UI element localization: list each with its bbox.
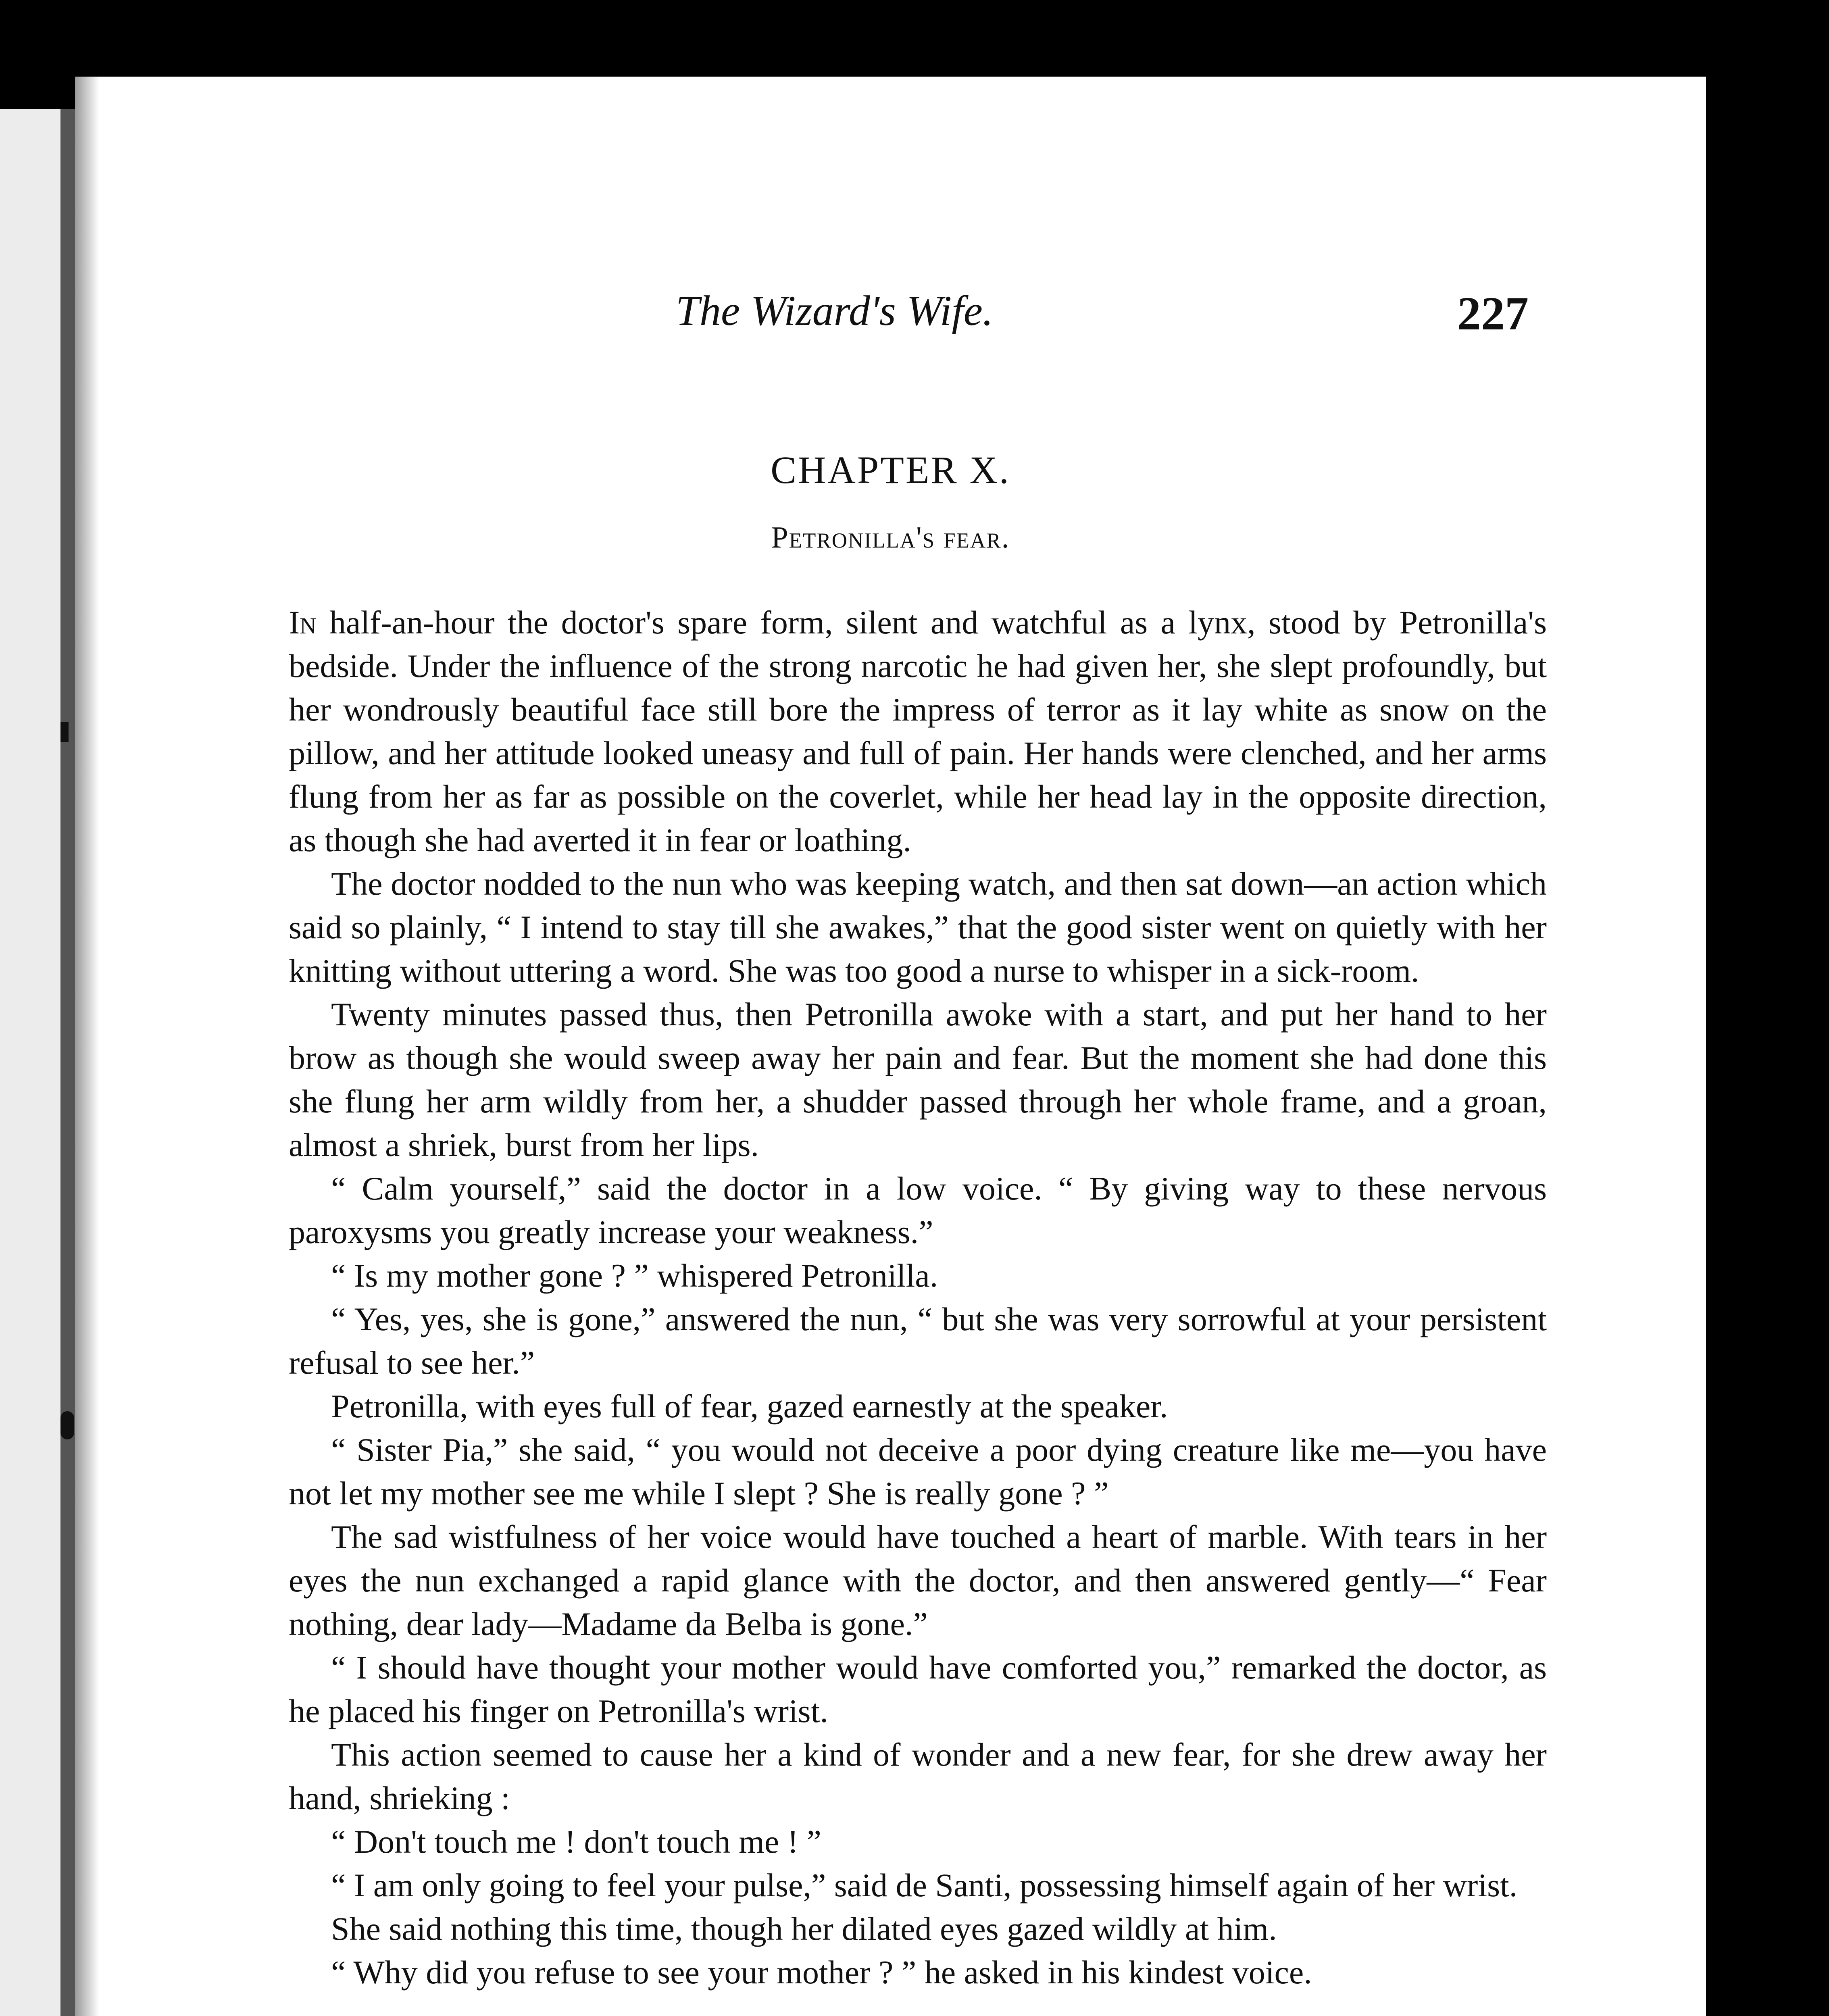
- book-page: [75, 77, 1706, 2016]
- paragraph: “ Sister Pia,” she said, “ you would not deceive a poor dying creature like me—you have not let my mother see me while I slept ? She is really gone ? ”: [289, 1431, 1547, 1512]
- paragraph: She said nothing this time, though her dilated eyes gazed wildly at him.: [331, 1910, 1277, 1947]
- section-title: Petronilla's fear.: [771, 521, 1010, 554]
- paragraph: Petronilla, with eyes full of fear, gazed earnestly at the speaker.: [331, 1388, 1168, 1425]
- paragraph: [289, 601, 1547, 862]
- chapter-title: CHAPTER X.: [771, 448, 1010, 492]
- opening-word: In: [289, 604, 317, 641]
- left-page-edge: [0, 109, 71, 2016]
- paragraph: “ Don't touch me ! don't touch me ! ”: [331, 1823, 821, 1860]
- paragraph: Twenty minutes passed thus, then Petronilla awoke with a start, and put her hand to her brow as though she would sweep away her pain and fear. But the moment she had done this she flung her arm wildly from her, a shudder passed through her whole frame, and a groan, almost a shriek, burst from her lips.: [289, 996, 1547, 1163]
- paragraph: The sad wistfulness of her voice would have touched a heart of marble. With tears in her eyes the nun exchanged a rapid glance with the doctor, and then answered gently—“ Fear nothing, dear lady—Madame da Belba is gone.”: [289, 1518, 1547, 1642]
- binding-mark: [60, 1411, 74, 1439]
- gutter-shadow: [75, 77, 99, 2016]
- paragraph: The doctor nodded to the nun who was keeping watch, and then sat down—an action which said so plainly, “ I intend to stay till she awakes,” that the good sister went on quietly with her knitting without uttering a word. She was too good a nurse to whisper in a sick-room.: [289, 865, 1547, 989]
- body-text: [289, 601, 1547, 1994]
- paragraph: “ Why did you refuse to see your mother ? ” he asked in his kindest voice.: [331, 1954, 1312, 1991]
- binding-mark: [60, 722, 69, 742]
- paragraph: “ Calm yourself,” said the doctor in a low voice. “ By giving way to these nervous paroxysms you greatly increase your weakness.”: [289, 1170, 1547, 1250]
- running-header: [75, 286, 1706, 351]
- page-number: 227: [1457, 287, 1529, 340]
- binding-shadow: [60, 109, 75, 2016]
- paragraph: “ I should have thought your mother would have comforted you,” remarked the doctor, as he placed his finger on Petronilla's wrist.: [289, 1649, 1547, 1729]
- paragraph-text: half-an-hour the doctor's spare form, silent and watchful as a lynx, stood by Petronilla's bedside. Under the influence of the strong narcotic he had given her, she slept profoundly, but her wondrously beautiful face still bore the impress of terror as it lay white as snow on the pillow, and her attitude looked uneasy and full of pain. Her hands were clenched, and her arms flung from her as far as possible on the coverlet, while her head lay in the opposite direction, as though she had averted it in fear or loathing.: [289, 604, 1547, 858]
- running-title: The Wizard's Wife.: [676, 287, 994, 334]
- paragraph: This action seemed to cause her a kind of wonder and a new fear, for she drew away her hand, shrieking :: [289, 1736, 1547, 1816]
- paragraph: “ I am only going to feel your pulse,” said de Santi, possessing himself again of her wrist.: [331, 1867, 1518, 1904]
- paragraph: “ Yes, yes, she is gone,” answered the nun, “ but she was very sorrowful at your persistent refusal to see her.”: [289, 1301, 1547, 1381]
- paragraph: “ Is my mother gone ? ” whispered Petronilla.: [331, 1257, 938, 1294]
